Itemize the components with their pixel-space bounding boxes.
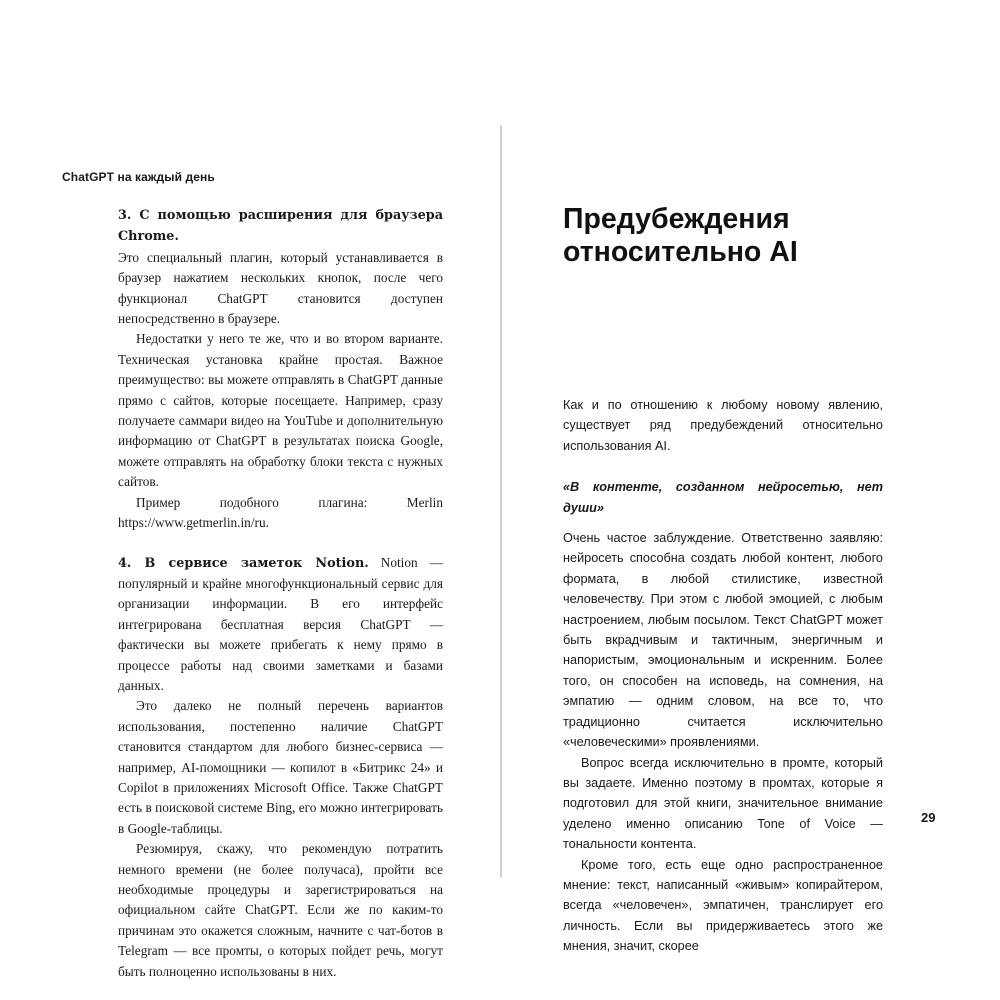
section-3-text: Это специальный плагин, который устанавливается в браузер нажатием нескольких кнопок, после чего функционал ChatGPT становится доступен непосредственно в браузере. [118,249,443,327]
chapter-intro: Как и по отношению к любому новому явлению, существует ряд предубеждений относительно использования AI. [563,398,883,453]
book-spine-divider [500,125,502,877]
page-number: 29 [921,810,936,825]
chapter-title: Предубеждения относительно AI [563,203,798,268]
section-4-overview: Это далеко не полный перечень вариантов использования, постепенно наличие ChatGPT становится стандартом для любого бизнес-сервиса — например, AI-помощники — копилот в «Битрикс 24» и Copilot в приложениях Microsoft Office. Также ChatGPT есть в поисковой системе Bing, его можно интегрировать в Google-таблицы. [118,698,443,836]
myth-paragraph-2: Вопрос всегда исключительно в промте, который вы задаете. Именно поэтому в промтах, которые я подготовил для этой книги, значительное внимание уделено именно описанию Tone of Voice — тональности контента. [563,755,883,852]
section-4-paragraph [118,553,443,697]
right-page-body [563,395,883,957]
section-4-title: 4. В сервисе заметок Notion. [118,555,369,571]
section-3-paragraph [118,205,443,329]
myth-subheading: «В контенте, созданном нейросетью, нет души» [563,480,883,515]
section-4-text: Notion —популярный и крайне многофункциональный сервис для организации информации. В его интерфейс интегрирована бесплатная версия ChatGPT — фактически вы можете прибегать к нему прямо в процессе работы над своими заметками и базами данных. [118,554,443,693]
section-3-drawbacks: Недостатки у него те же, что и во втором варианте. Техническая установка крайне простая. Важное преимущество: вы можете отправлять в ChatGPT данные прямо с сайтов, которые посещаете. Например, сразу получаете саммари видео на YouTube и дополнительную информацию от ChatGPT в результатах поиска Google, можете отправлять на обработку блоки текста с нужных сайтов. [118,331,443,490]
section-3-title: 3. С помощью расширения для браузера Chrome. [118,208,443,245]
myth-paragraph-3: Кроме того, есть еще одно распространенное мнение: текст, написанный «живым» копирайтером, всегда «человечен», эмпатичен, транслирует его личность. Если вы придерживаетесь этого же мнения, значит, скорее [563,857,883,954]
myth-paragraph-1: Очень частое заблуждение. Ответственно заявляю: нейросеть способна создать любой контент, любого формата, в любой стилистике, известной человечеству. При этом с любой эмоцией, с любым настроением, любым посылом. Текст ChatGPT может быть вкрадчивым и тактичным, энергичным и напористым, эмоциональным и искренним. Более того, он способен на исповедь, на сомнения, на эмпатию — одним словом, на все то, что традиционно считается исключительно «человеческими» проявлениями. [563,531,883,750]
section-4-summary: Резюмируя, скажу, что рекомендую потратить немного времени (не более получаса), пройти все необходимые процедуры и зарегистрироваться на официальном сайте ChatGPT. Если же по каким-то причинам это окажется сложным, начните с чат-ботов в Telegram — все промты, о которых пойдет речь, могут быть полноценно использованы в них. [118,841,443,979]
running-head: ChatGPT на каждый день [62,170,215,184]
section-3-example: Пример подобного плагина: Merlin https://www.getmerlin.in/ru. [118,494,443,531]
left-page-body [118,205,443,982]
